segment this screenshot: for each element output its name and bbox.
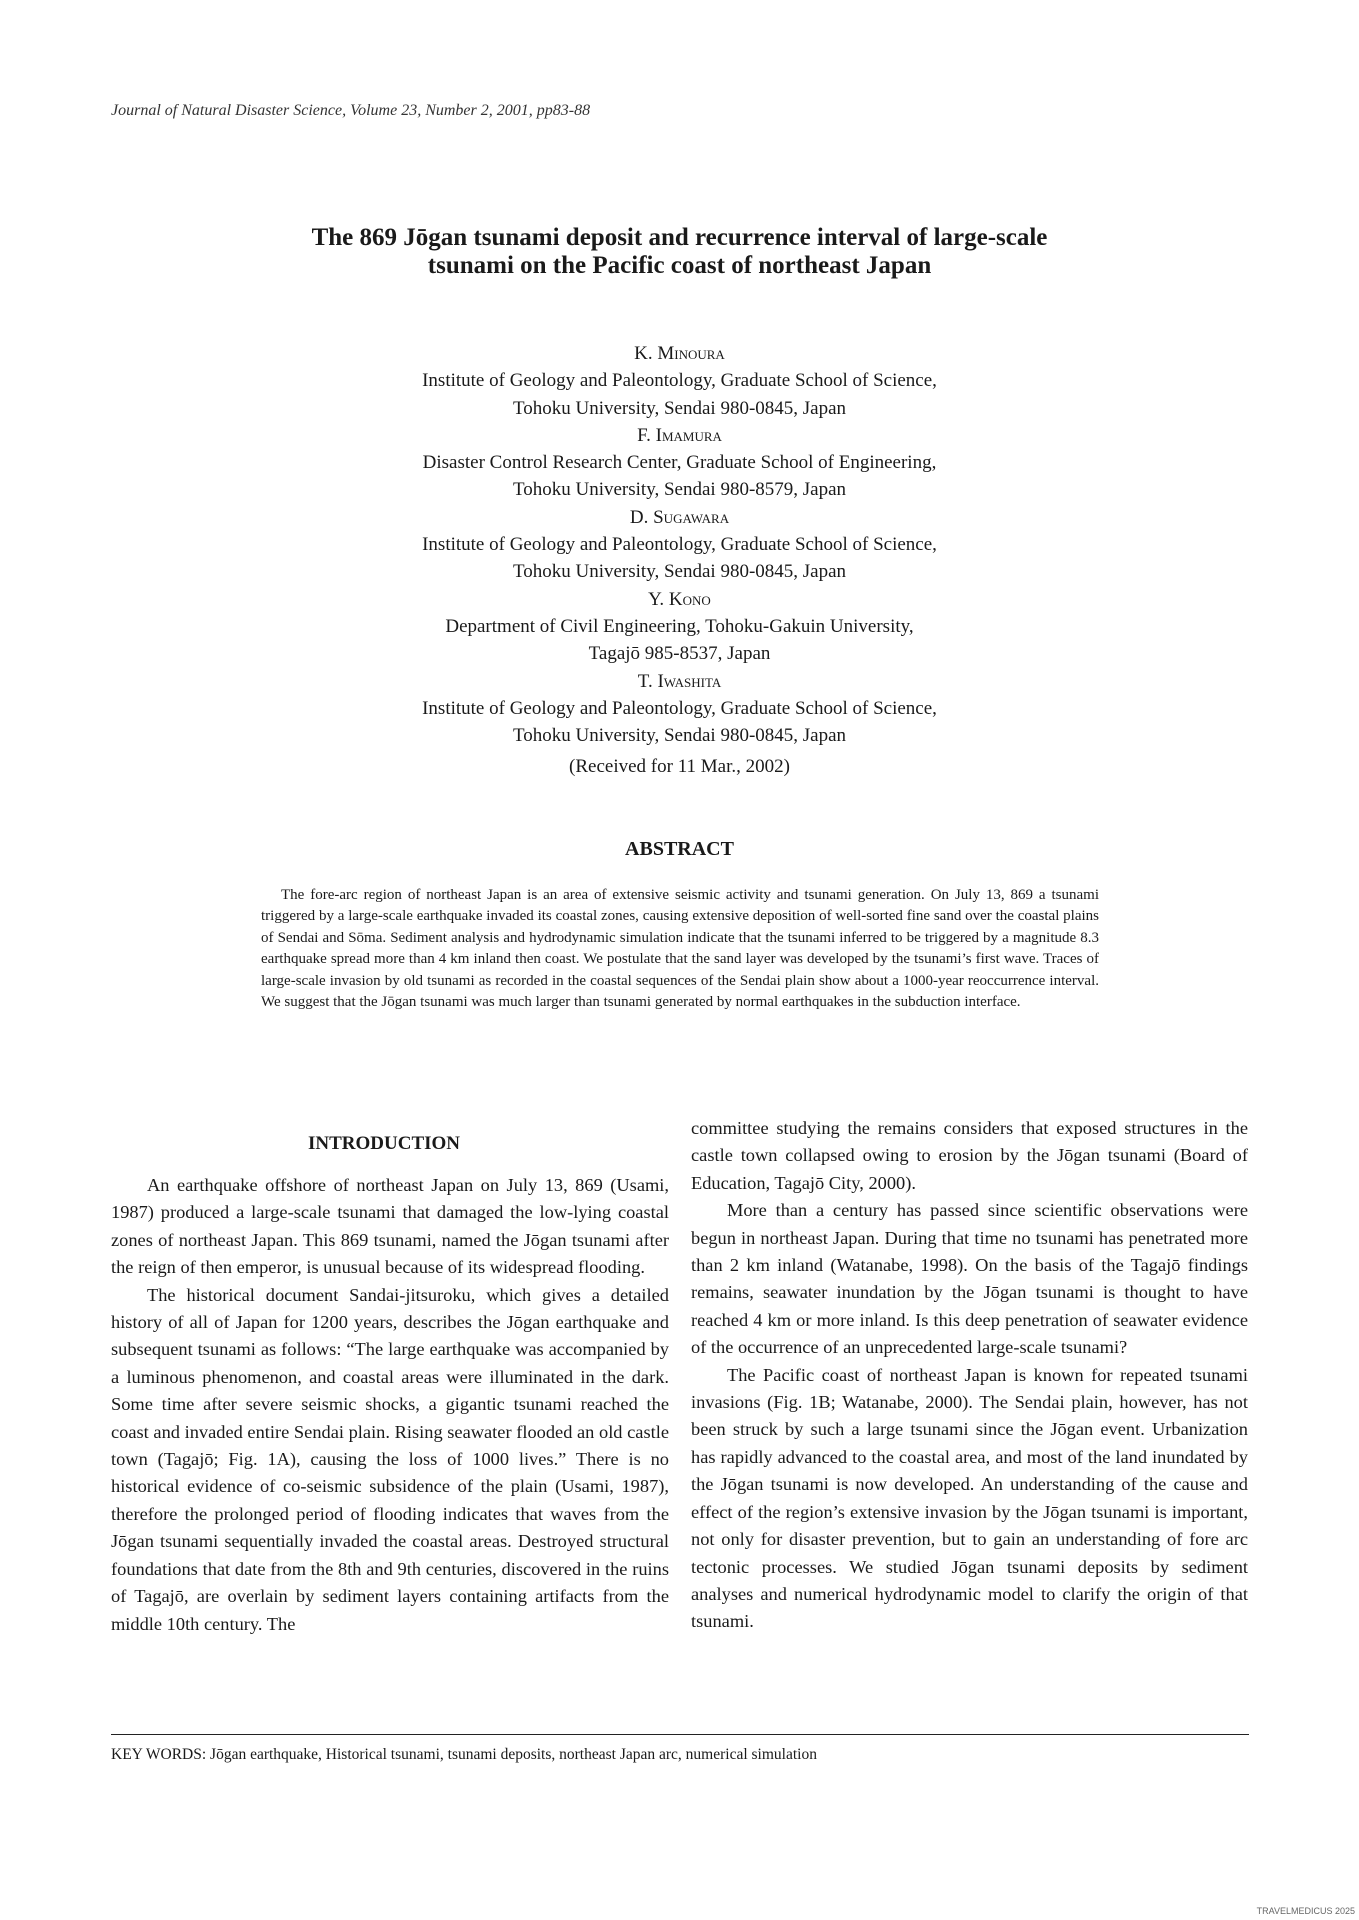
author-affiliation: Department of Civil Engineering, Tohoku-Gakuin University, bbox=[445, 615, 914, 637]
received-date: (Received for 11 Mar., 2002) bbox=[569, 756, 790, 777]
keywords: KEY WORDS: Jōgan earthquake, Historical tsunami, tsunami deposits, northeast Japan arc, numerical simulation bbox=[111, 1746, 817, 1763]
paragraph: An earthquake offshore of northeast Japan on July 13, 869 (Usami, 1987) produced a large-scale tsunami that damaged the low-lying coastal zones of northeast Japan. This 869 tsunami, named the Jōgan tsunami after the reign of then emperor, is unusual because of its widespread flooding. bbox=[111, 1175, 669, 1278]
watermark: TRAVELMEDICUS 2025 bbox=[1256, 1906, 1355, 1916]
paragraph: The historical document Sandai-jitsuroku, which gives a detailed history of all of Japan for 1200 years, describes the Jōgan earthquake and subsequent tsunami as follows: “The large earthquake was accompanied by a luminous phenomenon, and coastal areas were illuminated in the dark. Some time after severe seismic shocks, a gigantic tsunami reached the coast and invaded entire Sendai plain. Rising seawater flooded an old castle town (Tagajō; Fig. 1A), causing the loss of 1000 lives.” There is no historical evidence of co-seismic subsidence of the plain (Usami, 1987), therefore the prolonged period of flooding indicates that waves from the Jōgan tsunami sequentially invaded the coastal areas. Destroyed structural foundations that date from the 8th and 9th centuries, discovered in the ruins of Tagajō, are overlain by sediment layers containing artifacts from the middle 10th century. The bbox=[111, 1284, 669, 1634]
abstract-heading: ABSTRACT bbox=[625, 838, 734, 860]
author-affiliation: Tohoku University, Sendai 980-0845, Japan bbox=[512, 561, 847, 583]
author-affiliation: Tagajō 985-8537, Japan bbox=[588, 643, 771, 665]
author-affiliation: Tohoku University, Sendai 980-0845, Japan bbox=[512, 725, 847, 747]
introduction-heading: INTRODUCTION bbox=[308, 1133, 461, 1154]
paragraph: committee studying the remains considers that exposed structures in the castle town collapsed owing to erosion by the Jōgan tsunami (Board of Education, Tagajō City, 2000). bbox=[691, 1118, 1248, 1193]
paper-title bbox=[0, 224, 1359, 280]
author-name: Y. Kono bbox=[648, 588, 711, 610]
body-column-right bbox=[691, 1115, 1248, 1636]
author-affiliation: Institute of Geology and Paleontology, Graduate School of Science, bbox=[422, 370, 937, 392]
footer-rule bbox=[111, 1734, 1249, 1735]
body-column-left bbox=[111, 1172, 669, 1638]
title-line-2: tsunami on the Pacific coast of northeast Japan bbox=[427, 252, 932, 279]
paragraph: More than a century has passed since scientific observations were begun in northeast Japan. During that time no tsunami has penetrated more than 2 km inland (Watanabe, 1998). On the basis of the Tagajō findings remains, seawater inundation by the Jōgan tsunami is thought to have reached 4 km or more inland. Is this deep penetration of seawater evidence of the occurrence of an unprecedented large-scale tsunami? bbox=[691, 1200, 1248, 1358]
author-affiliation: Tohoku University, Sendai 980-8579, Japan bbox=[512, 479, 847, 501]
title-line-1: The 869 Jōgan tsunami deposit and recurrence interval of large-scale bbox=[311, 224, 1048, 251]
author-affiliation: Institute of Geology and Paleontology, Graduate School of Science, bbox=[422, 534, 937, 556]
paragraph: The Pacific coast of northeast Japan is known for repeated tsunami invasions (Fig. 1B; Watanabe, 2000). The Sendai plain, however, has not been struck by such a large tsunami since the Jōgan event. Urbanization has rapidly advanced to the coastal area, and most of the land inundated by the Jōgan tsunami is now developed. An understanding of the cause and effect of the region’s extensive invasion by the Jōgan tsunami is important, not only for disaster prevention, but to gain an understanding of fore arc tectonic processes. We studied Jōgan tsunami deposits by sediment analyses and numerical hydrodynamic model to clarify the origin of that tsunami. bbox=[691, 1364, 1248, 1632]
author-affiliation: Institute of Geology and Paleontology, Graduate School of Science, bbox=[422, 697, 937, 719]
author-name: K. Minoura bbox=[634, 343, 725, 364]
author-affiliation: Tohoku University, Sendai 980-0845, Japan bbox=[512, 397, 847, 419]
journal-citation: Journal of Natural Disaster Science, Volume 23, Number 2, 2001, pp83-88 bbox=[111, 102, 591, 119]
author-name: F. Imamura bbox=[637, 424, 722, 446]
abstract-text: The fore-arc region of northeast Japan is an area of extensive seismic activity and tsunami generation. On July 13, 869 a tsunami triggered by a large-scale earthquake invaded its coastal zones, causing extensive deposition of well-sorted fine sand over the coastal plains of Sendai and Sōma. Sediment analysis and hydrodynamic simulation indicate that the tsunami inferred to be triggered by a magnitude 8.3 earthquake spread more than 4 km inland then coast. We postulate that the sand layer was developed by the tsunami’s first wave. Traces of large-scale invasion by old tsunami as recorded in the coastal sequences of the Sendai plain show about a 1000-year reoccurrence interval. We suggest that the Jōgan tsunami was much larger than tsunami generated by normal earthquakes in the subduction interface. bbox=[261, 887, 1099, 1011]
author-affiliation: Disaster Control Research Center, Graduate School of Engineering, bbox=[422, 452, 937, 474]
author-list bbox=[0, 340, 1359, 749]
author-name: T. Iwashita bbox=[637, 670, 722, 692]
author-name: D. Sugawara bbox=[629, 506, 730, 528]
